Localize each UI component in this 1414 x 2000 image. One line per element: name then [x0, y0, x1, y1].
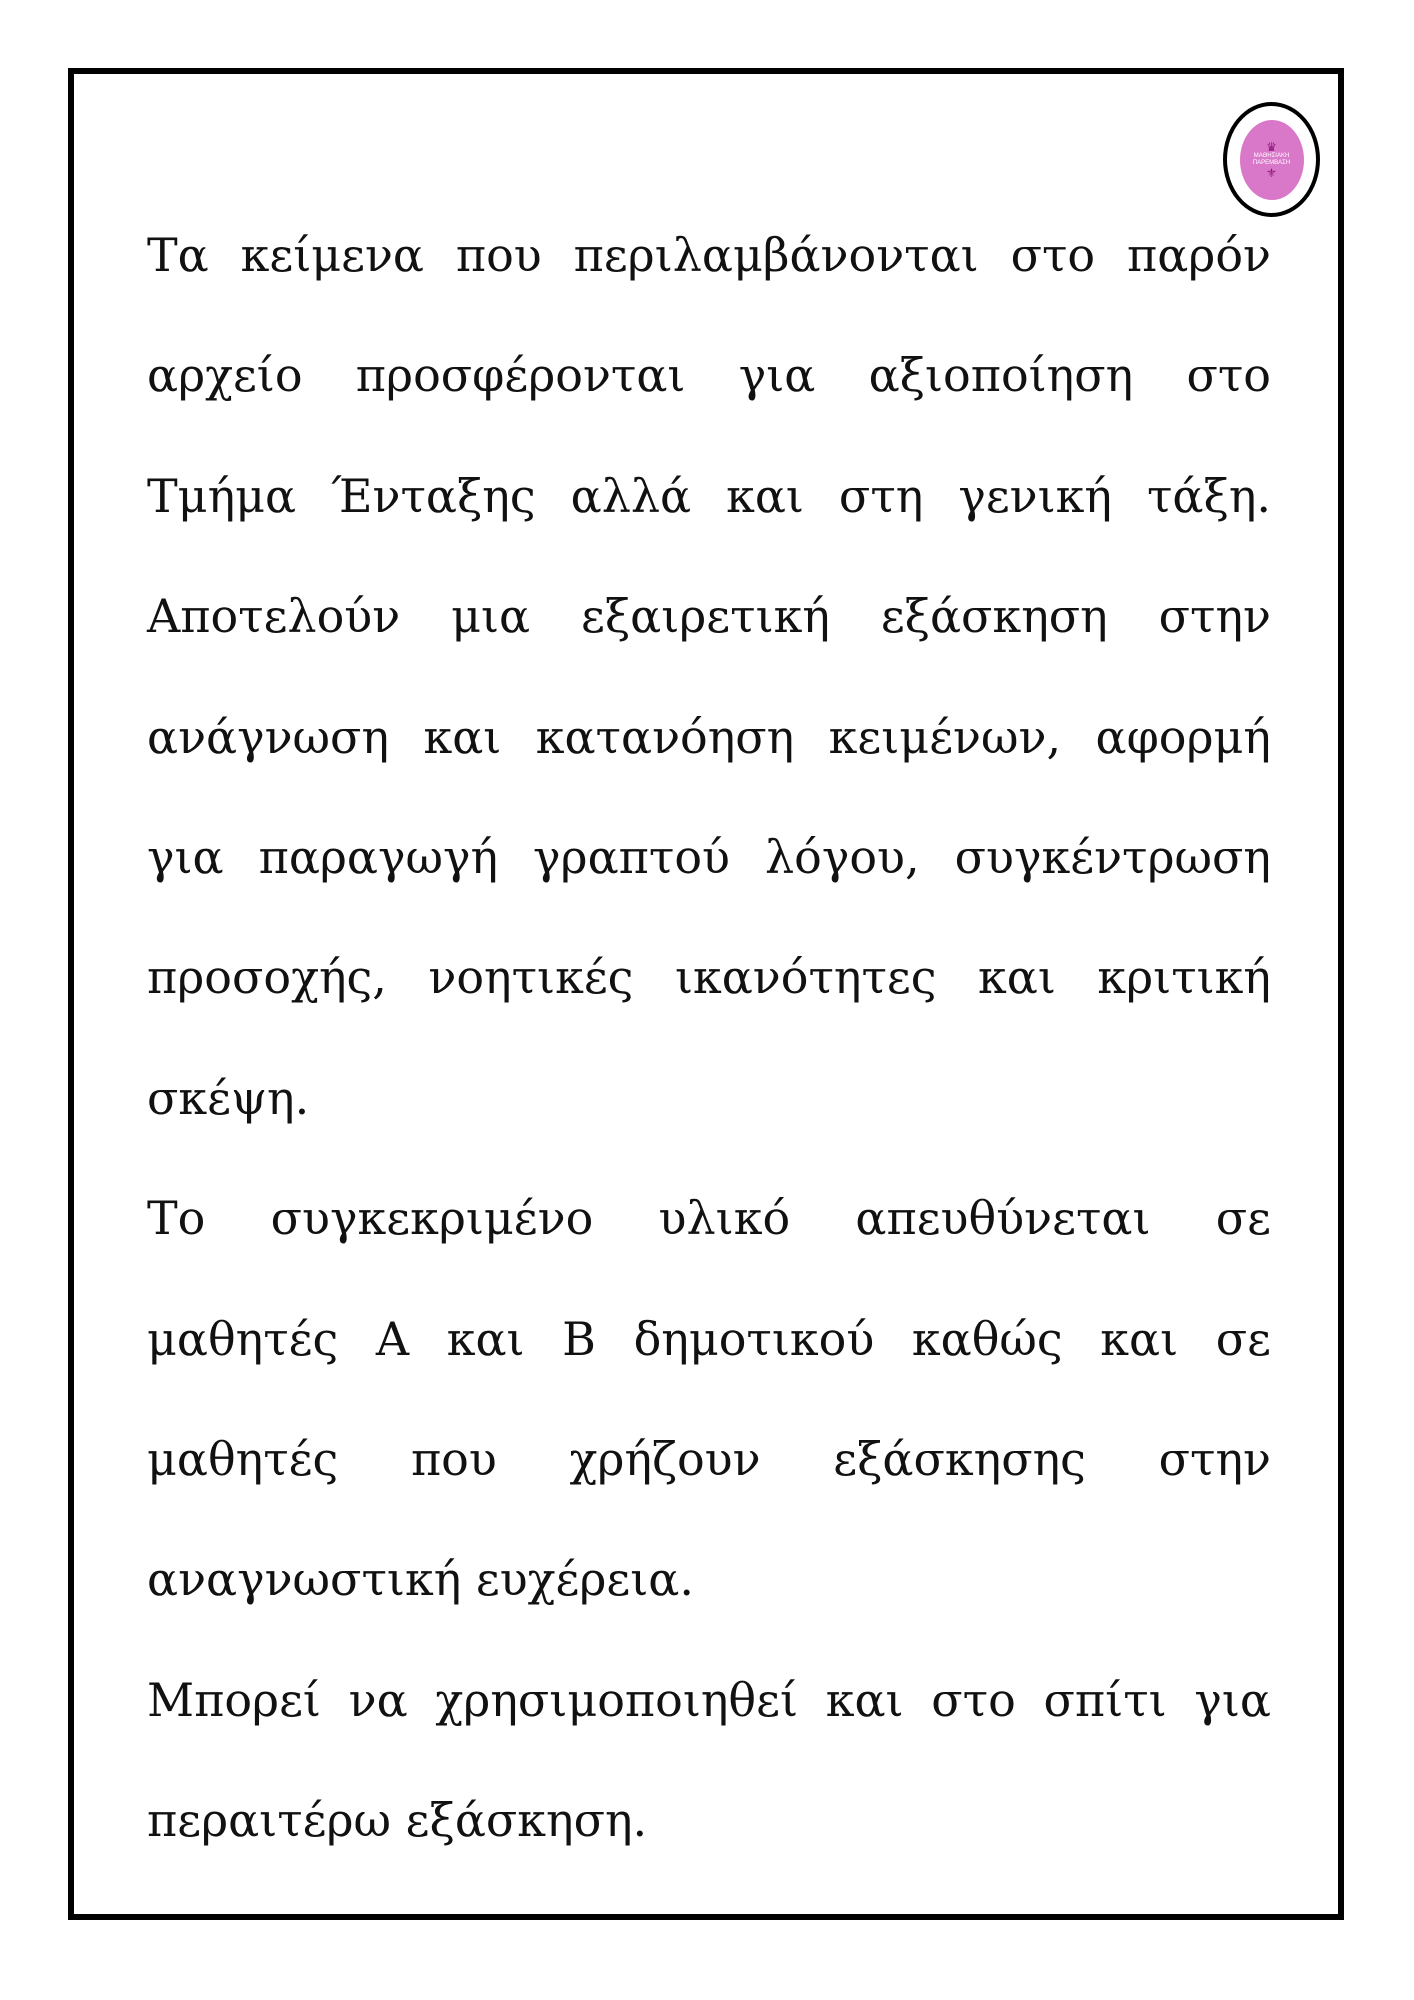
text-line: Το συγκεκριμένο υλικό απευθύνεται σε: [147, 1191, 1271, 1246]
text-line: Τα κείμενα που περιλαμβάνονται στο παρόν: [147, 228, 1271, 282]
text-line: Μπορεί να χρησιμοποιηθεί και στο σπίτι για: [147, 1672, 1271, 1727]
text-line: μαθητές Α και Β δημοτικού καθώς και σε: [147, 1311, 1271, 1366]
text-line: αρχείο προσφέρονται για αξιοποίηση στο: [147, 348, 1271, 403]
text-line: περαιτέρω εξάσκηση.: [147, 1793, 648, 1848]
text-line: αναγνωστική ευχέρεια.: [147, 1552, 694, 1607]
text-line: για παραγωγή γραπτού λόγου, συγκέντρωση: [147, 829, 1271, 884]
logo: [1223, 102, 1320, 217]
crown-icon: ♛: [1266, 139, 1277, 154]
logo-text-2: ΠΑΡΕΜΒΑΣΗ: [1252, 159, 1291, 166]
logo-text-1: ΜΑΘΗΣΙΑΚΗ: [1253, 152, 1290, 159]
body-text: [147, 222, 1271, 1907]
text-line: Αποτελούν μια εξαιρετική εξάσκηση στην: [147, 589, 1271, 644]
text-line: προσοχής, νοητικές ικανότητες και κριτική: [147, 950, 1271, 1005]
text-line: σκέψη.: [147, 1070, 310, 1125]
text-line: μαθητές που χρήζουν εξάσκησης στην: [147, 1431, 1271, 1486]
ornament-icon: ⚜: [1266, 165, 1277, 180]
text-line: ανάγνωση και κατανόηση κειμένων, αφορμή: [147, 709, 1271, 764]
text-line: Τμήμα Ένταξης αλλά και στη γενική τάξη.: [147, 468, 1271, 523]
logo-badge: [1240, 120, 1304, 200]
